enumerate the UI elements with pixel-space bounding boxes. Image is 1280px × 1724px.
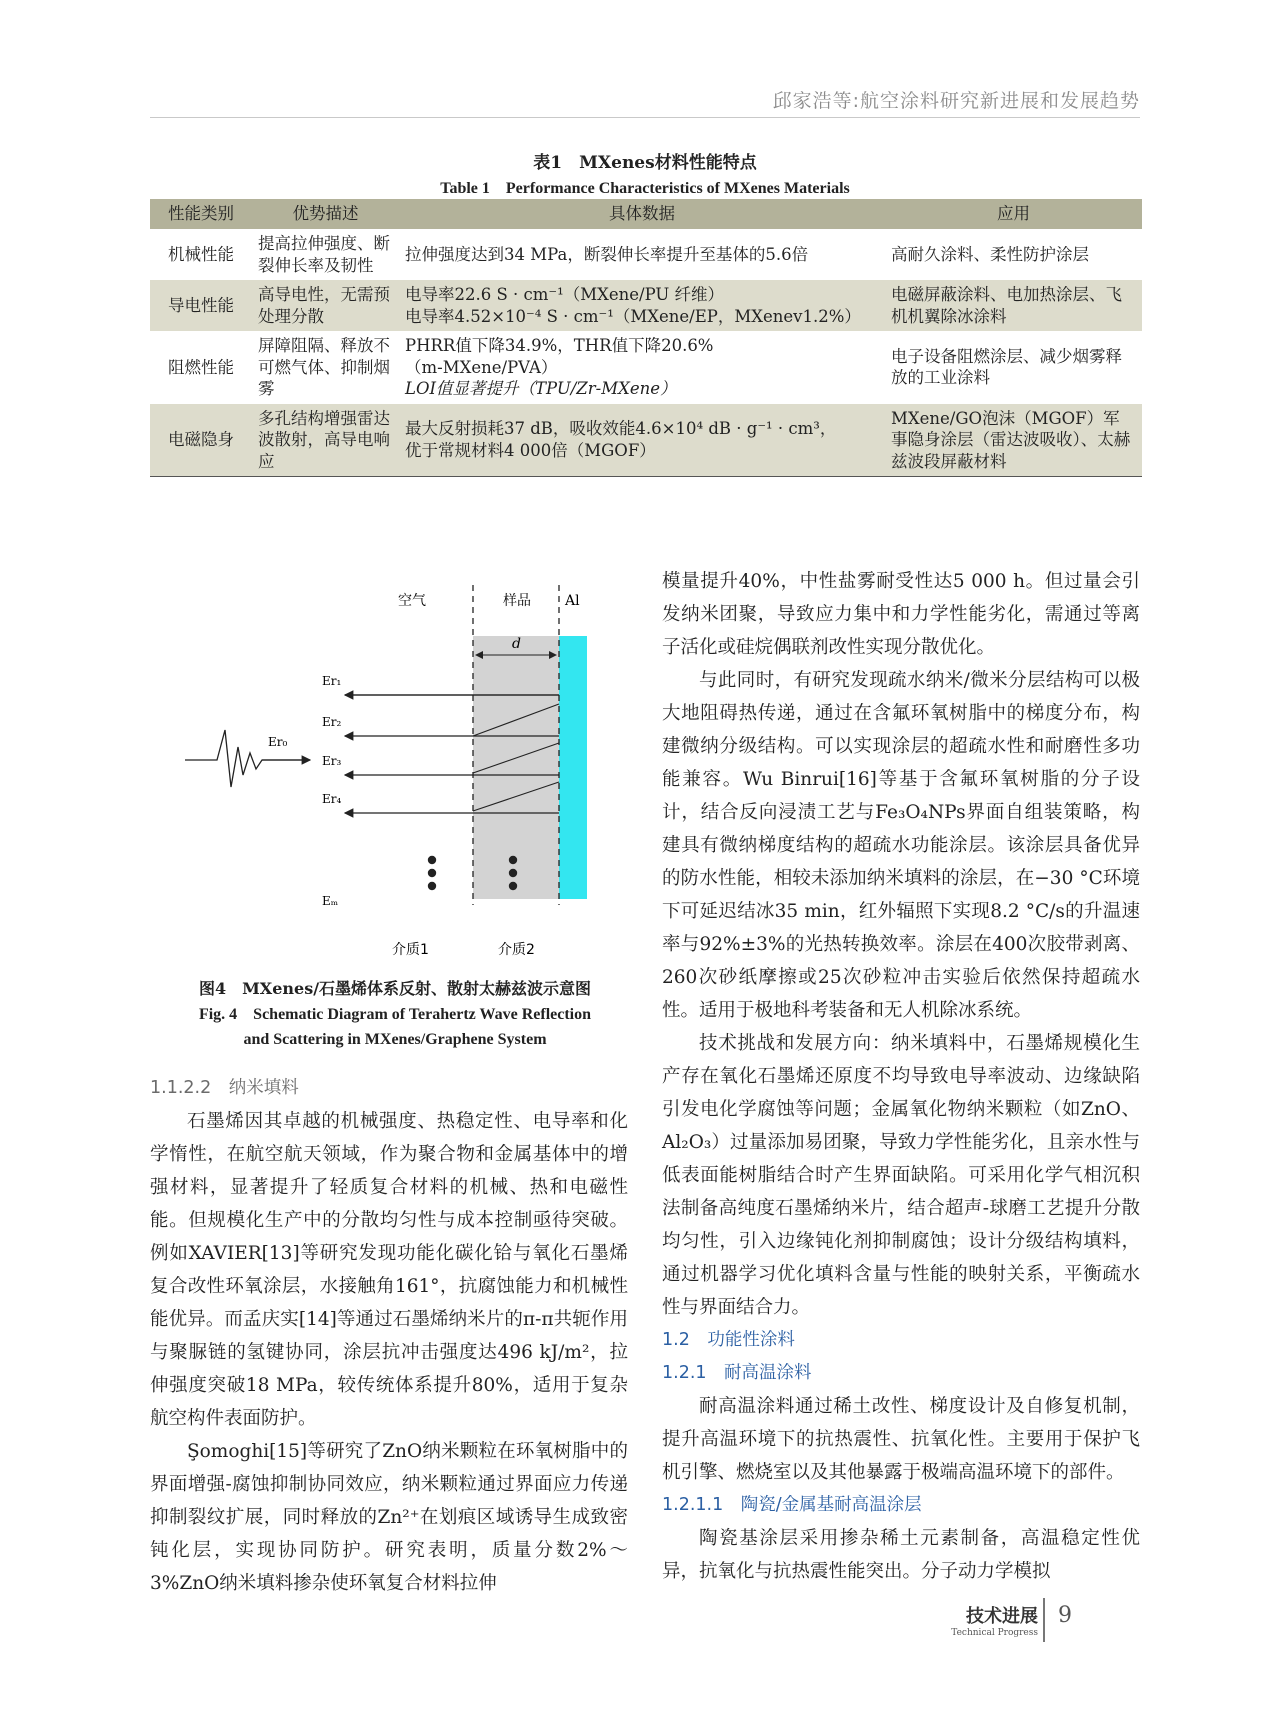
table-cell: MXene/GO泡沫（MGOF）军事隐身涂层（雷达波吸收）、太赫兹波段屏蔽材料 [885,404,1142,477]
table-row [150,404,1142,477]
paragraph: 耐高温涂料通过稀土改性、梯度设计及自修复机制，提升高温环境下的抗热震性、抗氧化性。主要用于保护飞机引擎、燃烧室以及其他暴露于极端高温环境下的部件。 [662,1396,1140,1483]
table-cell: 屏障阻隔、释放不可燃气体、抑制烟雾 [258,336,390,398]
paragraph: 技术挑战和发展方向：纳米填料中，石墨烯规模化生产存在氧化石墨烯还原度不均导致电导率波动、边缘缺陷引发电化学腐蚀等问题；金属氧化物纳米颗粒（如ZnO、Al₂O₃）过量添加易团聚，导致力学性能劣化，且亲水性与低表面能树脂结合时产生界面缺陷。可采用化学气相沉积法制备高纯度石墨烯纳米片，结合超声-球磨工艺提升分散均匀性，引入边缘钝化剂抑制腐蚀；设计分级结构填料，通过机器学习优化填料含量与性能的映射关系，平衡疏水性与界面结合力。 [662,1033,1140,1318]
label-medium1: 介质1 [392,942,429,958]
column-header: 优势描述 [252,199,399,229]
table-cell: 多孔结构增强雷达波散射，高导电响应 [252,404,399,477]
table-header-row [150,199,1142,229]
label-d: d [512,636,521,652]
right-column [662,565,1140,1588]
label-er3: Er₃ [322,754,342,768]
header-rule [150,117,1140,118]
al-layer [559,636,587,899]
ellipsis-dot [428,856,436,864]
label-air: 空气 [398,593,426,609]
cell-line: 优于常规材料4 000倍（MGOF） [405,440,656,460]
ellipsis-dot [428,869,436,877]
table-cell: 电磁屏蔽涂料、电加热涂层、飞机机翼除冰涂料 [885,280,1142,331]
section-heading: 1.1.2.2 纳米填料 [150,1078,299,1098]
table-cell: 提高拉伸强度、断裂伸长率及韧性 [258,234,390,275]
section-heading: 1.2 功能性涂料 [662,1330,795,1350]
table-row [150,280,1142,331]
table-cell [399,331,885,404]
column-header: 应用 [885,199,1142,229]
footer-section-label-en: Technical Progress [951,1628,1038,1638]
cell-line: 电导率22.6 S · cm⁻¹（MXene/PU 纤维） [405,285,725,304]
table-cell: 高耐久涂料、柔性防护涂层 [891,244,1089,264]
figure-caption-cn: 图4 MXenes/石墨烯体系反射、散射太赫兹波示意图 [198,979,592,998]
paragraph: 模量提升40%，中性盐雾耐受性达5 000 h。但过量会引发纳米团聚，导致应力集中和力学性能劣化，需通过等离子活化或硅烷偶联剂改性实现分散优化。 [662,571,1140,658]
section-heading: 1.2.1.1 陶瓷/金属基耐高温涂层 [662,1495,922,1515]
footer-divider [1043,1598,1045,1642]
ellipsis-dot [509,856,517,864]
page-number: 9 [1058,1603,1072,1628]
table-cell: 机械性能 [168,244,234,264]
running-header: 邱家浩等:航空涂料研究新进展和发展趋势 [772,90,1140,112]
figure-caption-en-2: and Scattering in MXenes/Graphene System [243,1031,547,1048]
ellipsis-dot [509,882,517,890]
cell-line: PHRR值下降34.9%，THR值下降20.6% [405,336,714,355]
label-er4: Er₄ [322,792,342,806]
column-header: 具体数据 [399,199,885,229]
table-cell: 导电性能 [150,280,252,331]
label-em: Eₘ [322,894,339,908]
table-cell: 电子设备阻燃涂层、减少烟雾释放的工业涂料 [891,346,1122,388]
paragraph: 与此同时，有研究发现疏水纳米/微米分层结构可以极大地阻碍热传递，通过在含氟环氧树脂中的梯度分布，构建微纳分级结构。可以实现涂层的超疏水性和耐磨性多功能兼容。Wu Binrui[16]等基于含氟环氧树脂的分子设计，结合反向浸渍工艺与Fe₃O₄NPs界面自组装策略，构建具有微纳梯度结构的超疏水功能涂层。该涂层具备优异的防水性能，相较未添加纳米填料的涂层，在−30 °C环境下可延迟结冰35 min，红外辐照下实现8.2 °C/s的升温速率与92%±3%的光热转换效率。涂层在400次胶带剥离、260次砂纸摩擦或25次砂粒冲击实验后依然保持超疏水性。适用于极地科考装备和无人机除冰系统。 [662,670,1140,1021]
label-al: Al [565,593,580,609]
figure-caption-en-1: Fig. 4 Schematic Diagram of Terahertz Wave Reflection [198,1006,592,1023]
label-sample: 样品 [503,593,531,609]
table-caption-cn: 表1 MXenes材料性能特点 [533,153,757,173]
column-header: 性能类别 [150,199,252,229]
cell-line: 电导率4.52×10⁻⁴ S · cm⁻¹（MXene/EP，MXenev1.2%） [405,306,861,326]
left-column [150,1072,628,1600]
cell-line: LOI值显著提升（TPU/Zr-MXene） [405,379,677,398]
properties-table [150,199,1142,477]
table-cell: 拉伸强度达到34 MPa，断裂伸长率提升至基体的5.6倍 [405,244,809,264]
table-cell: 电磁隐身 [150,404,252,477]
table-cell: 高导电性，无需预处理分散 [252,280,399,331]
section-heading: 1.2.1 耐高温涂料 [662,1363,812,1383]
label-medium2: 介质2 [498,942,535,958]
ellipsis-dot [428,882,436,890]
paragraph: 陶瓷基涂层采用掺杂稀土元素制备，高温稳定性优异，抗氧化与抗热震性能突出。分子动力学模拟 [662,1528,1140,1582]
cell-line: 最大反射损耗37 dB，吸收效能4.6×10⁴ dB · g⁻¹ · cm³， [405,419,837,439]
terahertz-schematic [180,575,620,965]
ellipsis-dot [509,869,517,877]
table-cell: 阻燃性能 [168,357,234,377]
label-er0: Er₀ [268,735,288,749]
table-cell [399,404,885,477]
table-cell [399,280,885,331]
footer-section [951,1602,1038,1638]
table-row [150,331,1142,404]
label-er2: Er₂ [322,715,342,729]
table-row [150,229,1142,280]
paragraph: 石墨烯因其卓越的机械强度、热稳定性、电导率和化学惰性，在航空航天领域，作为聚合物和金属基体中的增强材料，显著提升了轻质复合材料的机械、热和电磁性能。但规模化生产中的分散均匀性与成本控制亟待突破。例如XAVIER[13]等研究发现功能化碳化铪与氧化石墨烯复合改性环氧涂层，水接触角161°，抗腐蚀能力和机械性能优异。而孟庆实[14]等通过石墨烯纳米片的π-π共轭作用与聚脲链的氢键协同，涂层抗冲击强度达496 kJ/m²，拉伸强度突破18 MPa，较传统体系提升80%，适用于复杂航空构件表面防护。 [150,1111,628,1429]
cell-line: （m-MXene/PVA） [405,357,558,377]
paragraph: Şomoghi[15]等研究了ZnO纳米颗粒在环氧树脂中的界面增强-腐蚀抑制协同效应，纳米颗粒通过界面应力传递抑制裂纹扩展，同时释放的Zn²⁺在划痕区域诱导生成致密钝化层，实现协同防护。研究表明，质量分数2%～3%ZnO纳米填料掺杂使环氧复合材料拉伸 [150,1441,628,1594]
footer-section-label: 技术进展 [966,1606,1038,1627]
table-caption-en: Table 1 Performance Characteristics of MXenes Materials [440,180,850,197]
label-er1: Er₁ [322,674,342,688]
